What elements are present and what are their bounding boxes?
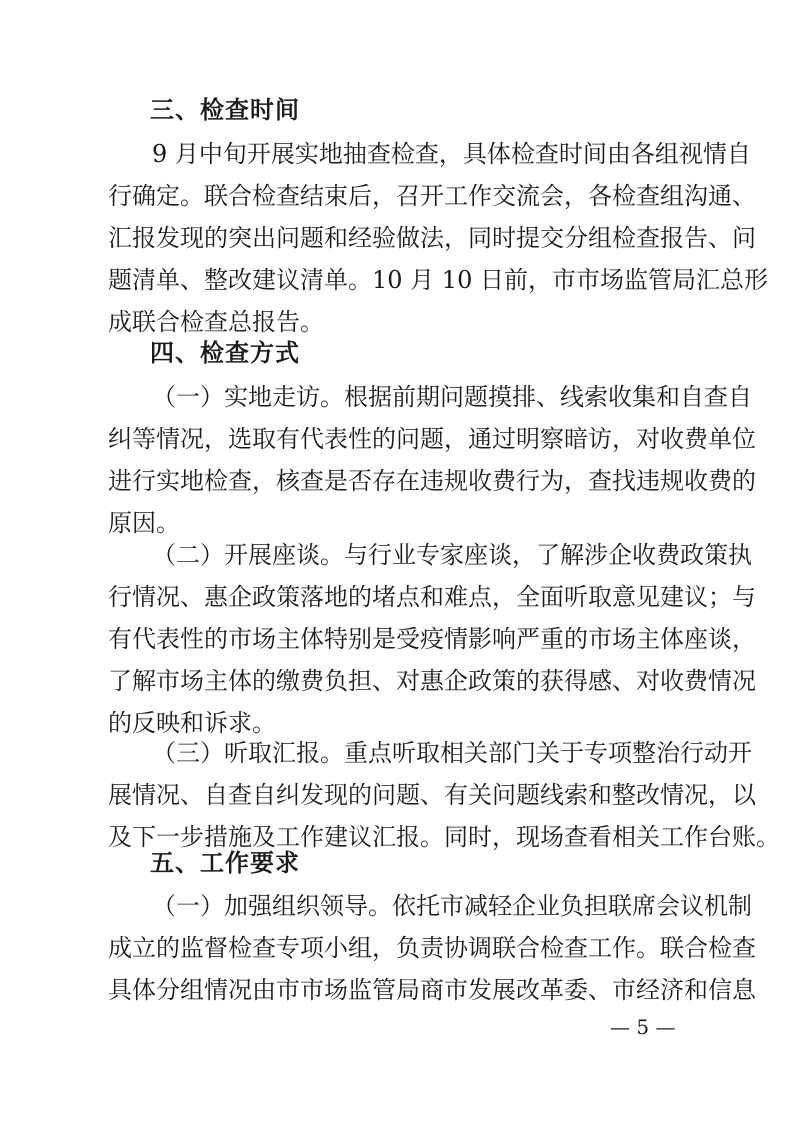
text-line: （二）开展座谈。与行业专家座谈，了解涉企收费政策执 xyxy=(152,541,752,569)
paragraph-field-visit xyxy=(108,376,756,544)
paragraph-reports xyxy=(108,732,780,858)
text-line: 汇报发现的突出问题和经验做法，同时提交分组检查报告、问 xyxy=(108,224,756,252)
paragraph-organization-leadership xyxy=(108,885,756,1011)
text-line: 成联合检查总报告。 xyxy=(108,308,324,336)
section-heading-inspection-time: 三、检查时间 xyxy=(150,96,300,124)
paragraph-inspection-time xyxy=(108,133,768,343)
text-line: 行情况、惠企政策落地的堵点和难点，全面听取意见建议；与 xyxy=(108,583,756,611)
text-line: 有代表性的市场主体特别是受疫情影响严重的市场主体座谈， xyxy=(108,625,756,653)
text-line: 及下一步措施及工作建议汇报。同时，现场查看相关工作台账。 xyxy=(108,823,780,851)
text-line: （一）加强组织领导。依托市减轻企业负担联席会议机制 xyxy=(152,892,752,920)
text-line: （一）实地走访。根据前期问题摸排、线索收集和自查自 xyxy=(152,383,752,411)
text-line: （三）听取汇报。重点听取相关部门关于专项整治行动开 xyxy=(152,739,752,767)
text-line: 题清单、整改建议清单。10 月 10 日前，市市场监管局汇总形 xyxy=(108,266,768,294)
text-line: 的反映和诉求。 xyxy=(108,709,276,737)
page-number: — 5 — xyxy=(610,1015,676,1039)
text-line: 具体分组情况由市市场监管局商市发展改革委、市经济和信息 xyxy=(108,976,756,1004)
section-heading-inspection-method: 四、检查方式 xyxy=(150,339,300,367)
section-heading-work-requirements: 五、工作要求 xyxy=(150,849,300,877)
text-line: 成立的监督检查专项小组，负责协调联合检查工作。联合检查 xyxy=(108,934,756,962)
text-line: 原因。 xyxy=(108,509,180,537)
text-line: 了解市场主体的缴费负担、对惠企政策的获得感、对收费情况 xyxy=(108,667,756,695)
text-line: 展情况、自查自纠发现的问题、有关问题线索和整改情况，以 xyxy=(108,781,756,809)
paragraph-symposium xyxy=(108,534,756,744)
text-line: 进行实地检查，核查是否存在违规收费行为，查找违规收费的 xyxy=(108,467,756,495)
text-line: 纠等情况，选取有代表性的问题，通过明察暗访，对收费单位 xyxy=(108,425,756,453)
text-line: 9 月中旬开展实地抽查检查，具体检查时间由各组视情自 xyxy=(152,140,751,168)
text-line: 行确定。联合检查结束后，召开工作交流会，各检查组沟通、 xyxy=(108,182,756,210)
